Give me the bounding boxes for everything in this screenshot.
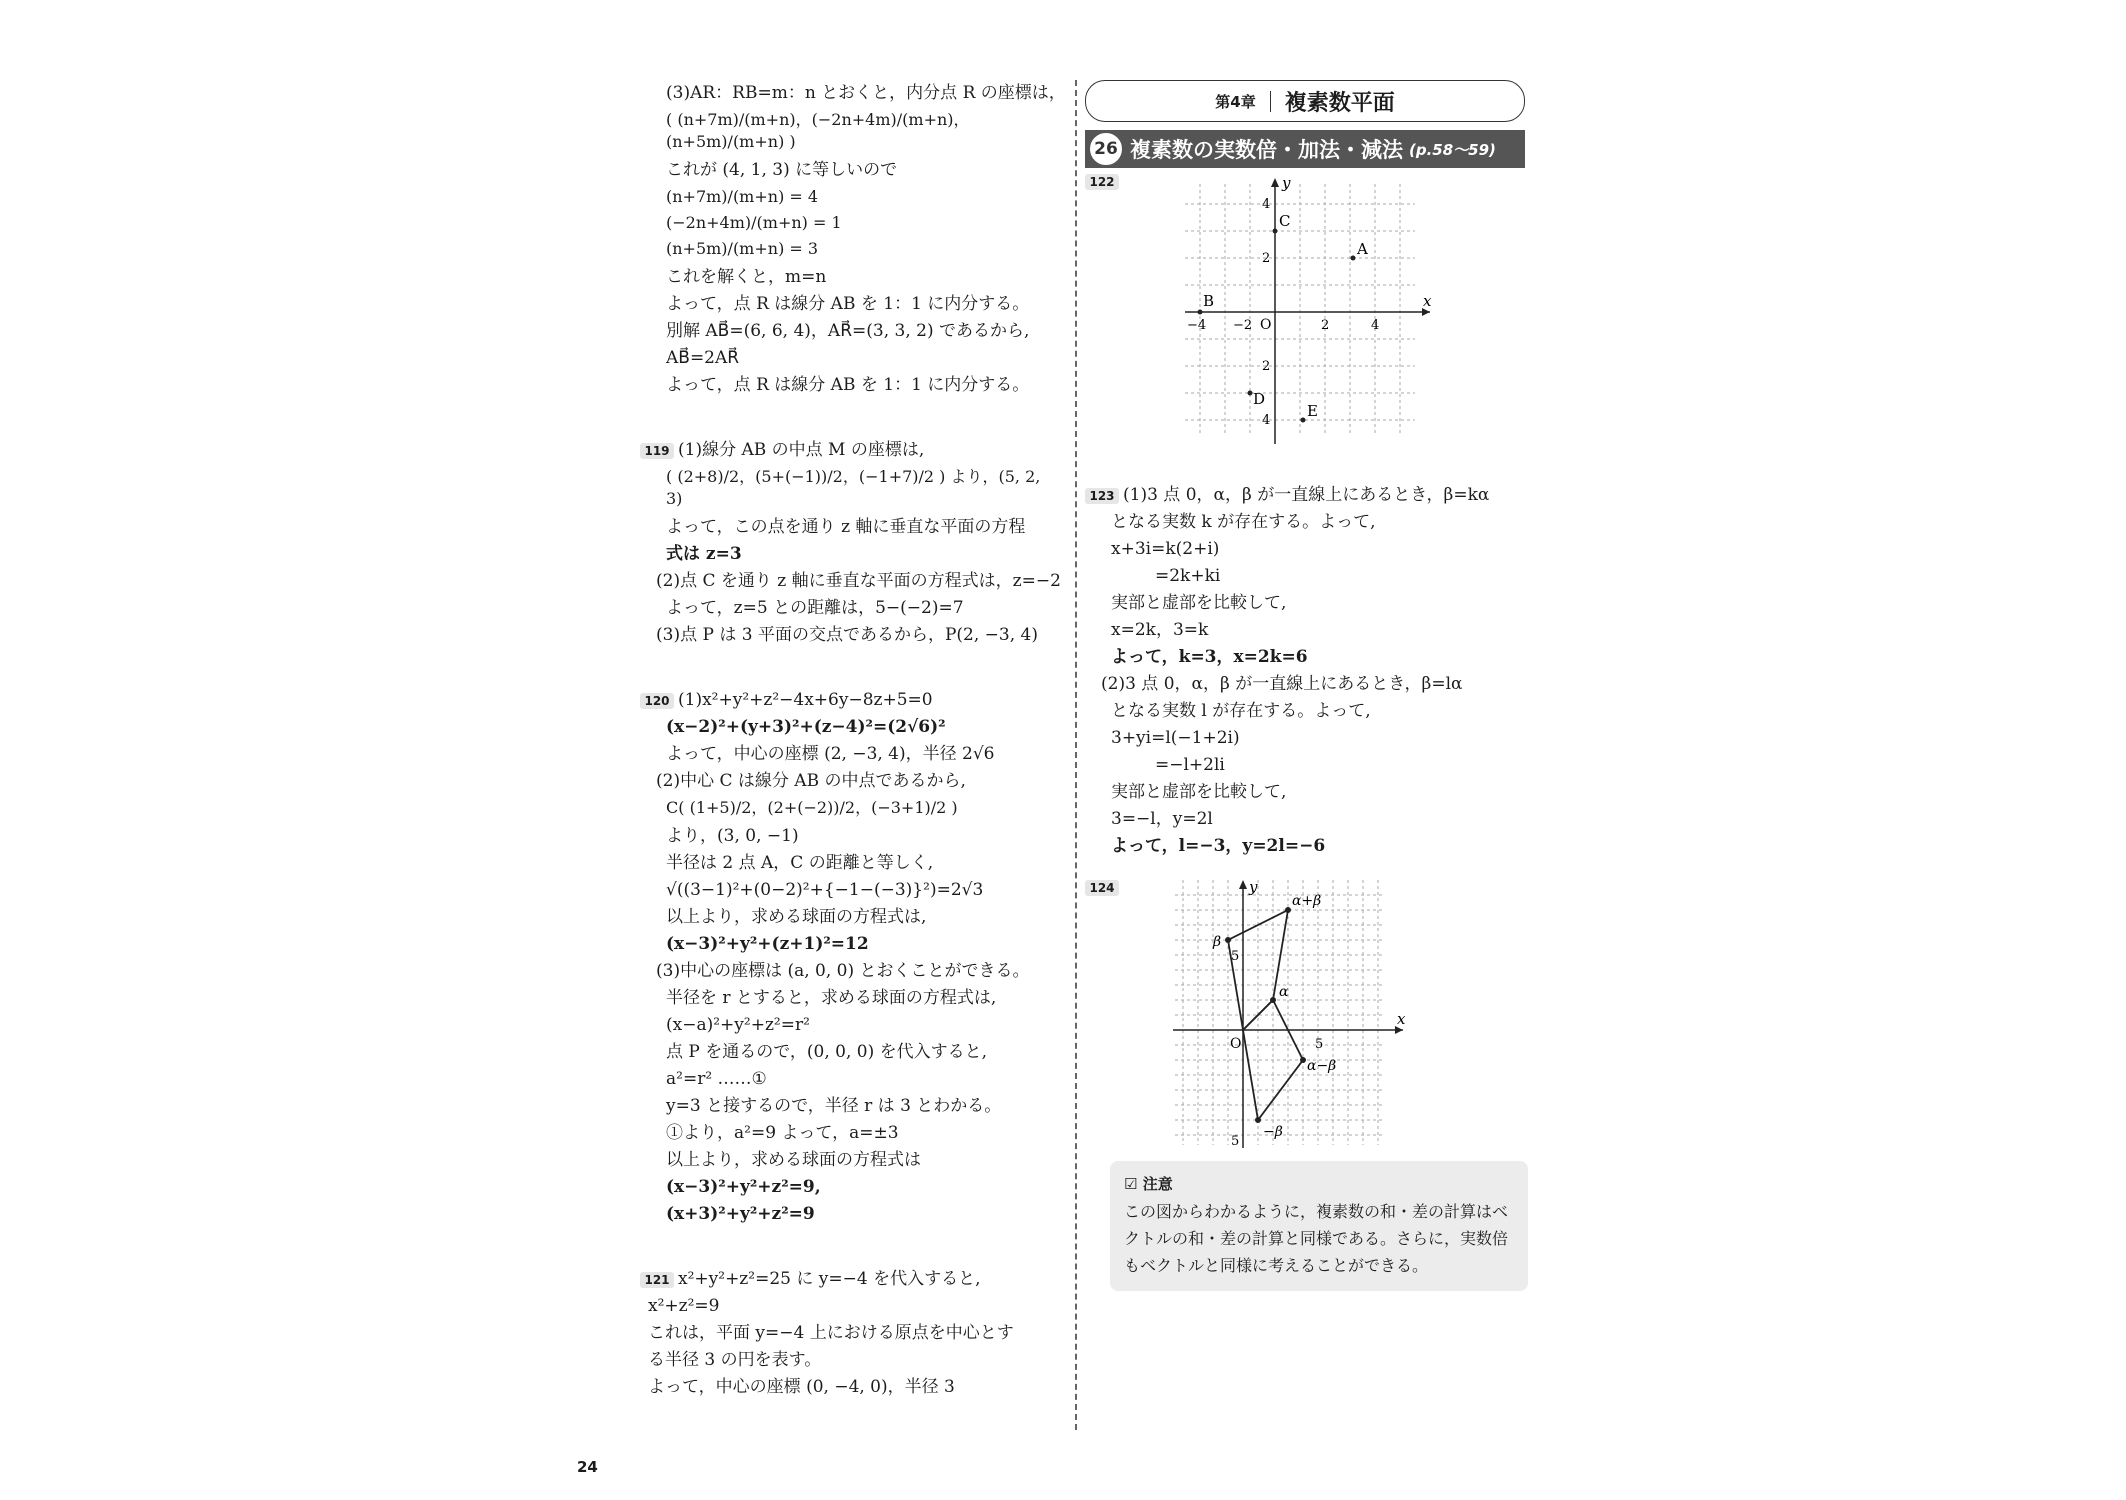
text-line: よって，k=3，x=2k=6: [1111, 647, 1308, 667]
text-line: これは，平面 y=−4 上における原点を中心とす: [648, 1323, 1014, 1343]
text-line: よって，中心の座標 (2, −3, 4)，半径 2√6: [666, 744, 995, 764]
problem-119: [640, 437, 1060, 649]
column-divider: [1075, 80, 1077, 1430]
text-line: よって，l=−3，y=2l=−6: [1111, 836, 1326, 856]
equation: (−2n+4m)/(m+n) = 1: [666, 213, 842, 232]
point-minus-beta: [1255, 1117, 1261, 1123]
tick-label: 4: [1262, 197, 1271, 212]
problem-124: [1085, 880, 1525, 1155]
text-line: 以上より，求める球面の方程式は,: [666, 907, 927, 927]
origin-label: O: [1230, 1036, 1242, 1052]
text-line: る半径 3 の円を表す。: [648, 1350, 822, 1370]
text-line: (3)AR：RB=m：n とおくと，内分点 R の座標は，: [666, 83, 1066, 103]
text-line: (x−2)²+(y+3)²+(z−4)²=(2√6)²: [666, 717, 946, 737]
chapter-header: [1085, 80, 1525, 122]
y-axis-label: y: [1282, 174, 1291, 192]
section-number-badge: 26: [1088, 131, 1124, 167]
left-column: [640, 80, 1066, 1401]
text-line: x²+y²+z²=25 に y=−4 を代入すると,: [678, 1269, 981, 1289]
text-line: √((3−1)²+(0−2)²+{−1−(−3)}²)=2√3: [666, 880, 984, 900]
text-line: y=3 と接するので，半径 r は 3 とわかる。: [666, 1096, 1002, 1116]
chapter-title: 複素数平面: [1284, 90, 1395, 116]
point-alpha-minus-beta: [1300, 1057, 1306, 1063]
text-line: =−l+2li: [1155, 755, 1225, 775]
text-line: よって，中心の座標 (0, −4, 0)，半径 3: [648, 1377, 955, 1397]
problem-number: 122: [1085, 174, 1119, 190]
text-line: (2)点 C を通り z 軸に垂直な平面の方程式は，z=−2: [656, 571, 1061, 591]
label-beta: β: [1213, 934, 1222, 950]
problem-121: [640, 1266, 1060, 1401]
fraction-coords: C( (1+5)/2，(2+(−2))/2，(−3+1)/2 ): [666, 798, 958, 817]
note-box: [1110, 1161, 1528, 1291]
problem-number: 124: [1085, 880, 1119, 896]
complex-plane-124: [1085, 880, 1525, 1155]
section-header: [1085, 130, 1525, 168]
tick-label: 2: [1321, 318, 1330, 333]
y-axis-arrow: [1271, 178, 1279, 187]
equation: (n+5m)/(m+n) = 3: [666, 239, 819, 258]
section-pages: (p.58～59): [1409, 140, 1496, 159]
tick-label: 5: [1231, 1134, 1240, 1149]
point-beta: [1225, 937, 1231, 943]
label-alpha-minus-beta: α−β: [1307, 1058, 1337, 1074]
tick-label: 4: [1262, 413, 1271, 428]
tick-label: 2: [1262, 251, 1271, 266]
text-line: 以上より，求める球面の方程式は: [666, 1150, 921, 1170]
text-line: (3)点 P は 3 平面の交点であるから，P(2, −3, 4): [656, 625, 1038, 645]
point-label-E: E: [1307, 402, 1318, 420]
checkbox-icon: ☑: [1124, 1175, 1138, 1193]
fraction-coords: ( (2+8)/2，(5+(−1))/2，(−1+7)/2 ) より，(5, 2, 3): [666, 467, 1041, 508]
problem-number: 123: [1085, 488, 1119, 504]
complex-plane-122: [1085, 174, 1525, 454]
text-line: (x−3)²+y²+z²=9,: [666, 1177, 821, 1197]
problem-120: [640, 687, 1060, 1228]
right-column: [1085, 80, 1525, 1291]
text-line: (x+3)²+y²+z²=9: [666, 1204, 815, 1224]
tick-label: −4: [1187, 318, 1207, 333]
label-minus-beta: −β: [1263, 1124, 1283, 1140]
problem-122: [1085, 174, 1525, 454]
x-axis-label: x: [1423, 292, 1432, 310]
text-line: a²=r² ……①: [666, 1069, 767, 1089]
point-alpha-plus-beta: [1285, 907, 1291, 913]
tick-label: 5: [1315, 1037, 1324, 1052]
point-E: [1301, 418, 1306, 423]
tick-label: 5: [1231, 949, 1240, 964]
text-line: 点 P を通るので，(0, 0, 0) を代入すると,: [666, 1042, 988, 1062]
grid: [1185, 184, 1415, 434]
text-line: 実部と虚部を比較して,: [1111, 782, 1287, 802]
point-A: [1351, 256, 1356, 261]
text-line: (x−a)²+y²+z²=r²: [666, 1015, 810, 1035]
label-alpha: α: [1279, 984, 1289, 1000]
fraction-coords: ( (n+7m)/(m+n)，(−2n+4m)/(m+n)，(n+5m)/(m+n) ): [666, 110, 970, 151]
text-line: 別解 AB⃗=(6, 6, 4)，AR⃗=(3, 3, 2) であるから,: [666, 321, 1030, 341]
problem-number: 120: [640, 693, 674, 709]
text-line: (3)中心の座標は (a, 0, 0) とおくことができる。: [656, 961, 1030, 981]
text-line: AB⃗=2AR⃗: [666, 348, 740, 368]
point-label-A: A: [1357, 240, 1368, 258]
text-line: これを解くと，m=n: [666, 267, 827, 287]
text-line: ①より，a²=9 よって，a=±3: [666, 1123, 899, 1143]
point-alpha: [1270, 997, 1276, 1003]
problem-123: [1085, 482, 1525, 860]
y-axis-label: y: [1249, 880, 1258, 896]
text-line: よって，点 R は線分 AB を 1：1 に内分する。: [666, 375, 1030, 395]
text-line: よって，z=5 との距離は，5−(−2)=7: [666, 598, 964, 618]
tick-label: 2: [1262, 359, 1271, 374]
problem-118-3: [640, 80, 1066, 399]
x-axis-label: x: [1397, 1010, 1406, 1028]
text-line: これが (4, 1, 3) に等しいので: [666, 160, 898, 180]
label-alpha-plus-beta: α+β: [1292, 893, 1322, 909]
text-line: より，(3, 0, −1): [666, 826, 799, 846]
text-line: 3+yi=l(−1+2i): [1111, 728, 1240, 748]
text-line: (1)x²+y²+z²−4x+6y−8z+5=0: [678, 690, 933, 710]
text-line: x+3i=k(2+i): [1111, 539, 1220, 559]
point-label-C: C: [1279, 212, 1291, 230]
text-line: (2)中心 C は線分 AB の中点であるから,: [656, 771, 966, 791]
text-line: (x−3)²+y²+(z+1)²=12: [666, 934, 869, 954]
point-C: [1273, 229, 1278, 234]
text-line: よって，点 R は線分 AB を 1：1 に内分する。: [666, 294, 1030, 314]
y-axis-arrow: [1239, 880, 1247, 889]
text-line: x=2k，3=k: [1111, 620, 1209, 640]
text-line: となる実数 k が存在する。よって,: [1111, 512, 1376, 532]
text-line: 半径は 2 点 A，C の距離と等しく,: [666, 853, 934, 873]
text-line: (1)線分 AB の中点 M の座標は,: [678, 440, 925, 460]
page-number: 24: [577, 1458, 598, 1476]
text-line: (1)3 点 0，α，β が一直線上にあるとき，β=kα: [1123, 485, 1490, 505]
chapter-number: 第4章: [1215, 91, 1270, 112]
problem-number: 119: [640, 443, 674, 459]
point-B: [1198, 310, 1203, 315]
tick-label: 4: [1371, 318, 1380, 333]
text-line: =2k+ki: [1155, 566, 1221, 586]
text-line: 式は z=3: [666, 544, 742, 564]
problem-number: 121: [640, 1272, 674, 1288]
section-title: 複素数の実数倍・加法・減法: [1130, 138, 1403, 162]
text-line: となる実数 l が存在する。よって,: [1111, 701, 1371, 721]
text-line: 実部と虚部を比較して,: [1111, 593, 1287, 613]
text-line: 3=−l，y=2l: [1111, 809, 1213, 829]
text-line: x²+z²=9: [648, 1296, 720, 1316]
text-line: 半径を r とすると，求める球面の方程式は,: [666, 988, 997, 1008]
origin-label: O: [1260, 317, 1272, 333]
equation: (n+7m)/(m+n) = 4: [666, 187, 819, 206]
text-line: よって，この点を通り z 軸に垂直な平面の方程: [666, 517, 1026, 537]
tick-label: −2: [1233, 318, 1253, 333]
note-body: この図からわかるように，複素数の和・差の計算はベクトルの和・差の計算と同様である。さらに，実数倍もベクトルと同様に考えることができる。: [1124, 1202, 1509, 1275]
text-line: (2)3 点 0，α，β が一直線上にあるとき，β=lα: [1101, 674, 1463, 694]
point-label-D: D: [1253, 390, 1266, 408]
point-D: [1248, 391, 1253, 396]
point-label-B: B: [1203, 292, 1215, 310]
note-title-text: 注意: [1142, 1175, 1173, 1193]
note-title: [1124, 1173, 1514, 1194]
